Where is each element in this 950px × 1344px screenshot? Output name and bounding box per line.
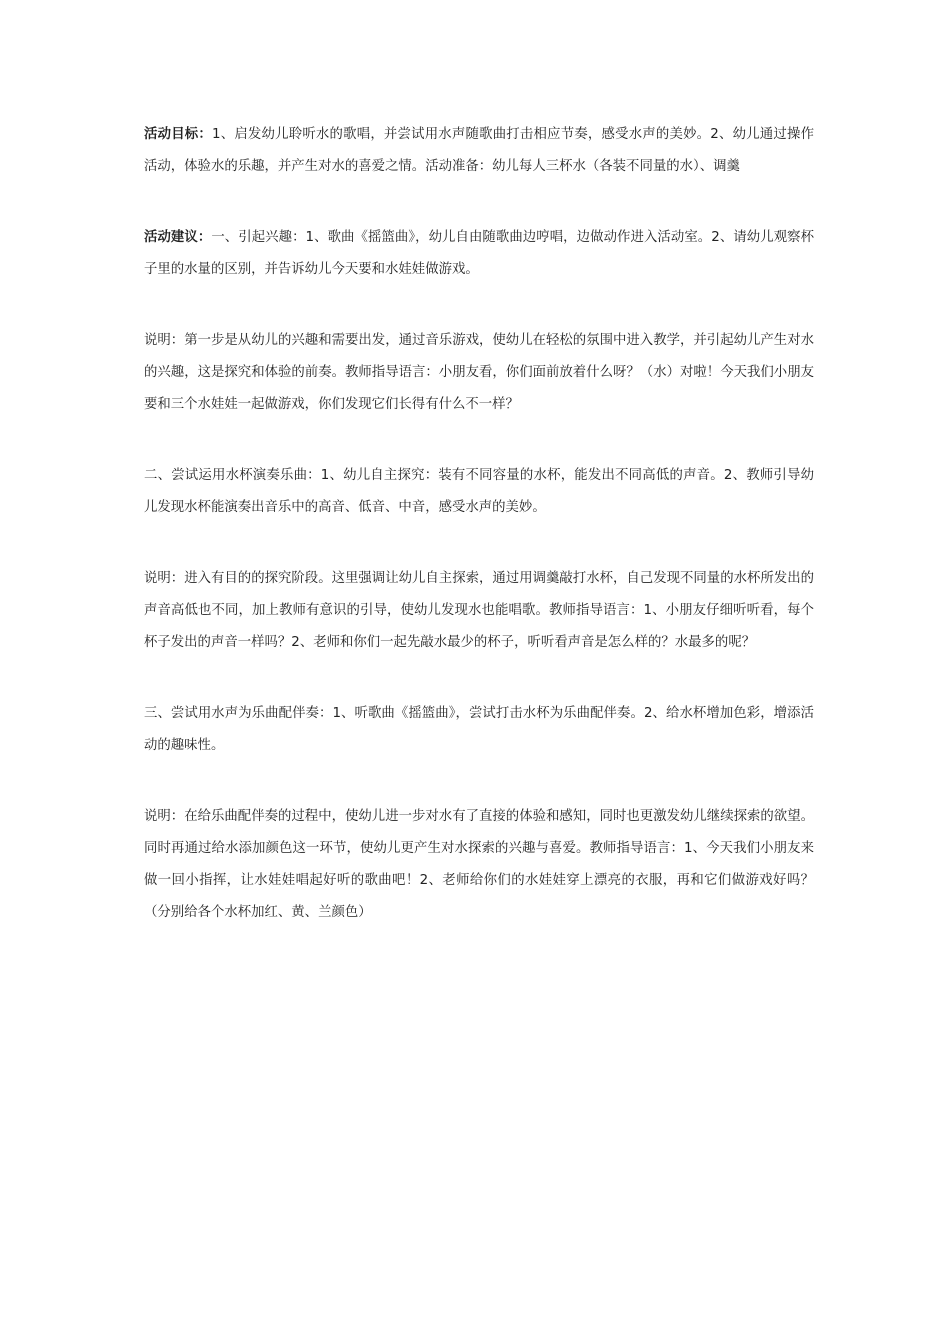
paragraph-text: 说明：进入有目的的探究阶段。这里强调让幼儿自主探索，通过用调羹敲打水杯，自己发现不同量的水杯所发出的声音高低也不同，加上教师有意识的引导，使幼儿发现水也能唱歌。教师指导语言：1、小朋友仔细听听看，每个杯子发出的声音一样吗？2、老师和你们一起先敲水最少的杯子，听听看声音是怎么样的？水最多的呢？ <box>144 571 814 650</box>
paragraph-step-2 <box>144 460 814 524</box>
paragraph-activity-goals <box>144 119 814 183</box>
paragraph-text: 说明：在给乐曲配伴奏的过程中，使幼儿进一步对水有了直接的体验和感知，同时也更激发幼儿继续探索的欲望。同时再通过给水添加颜色这一环节，使幼儿更产生对水探索的兴趣与喜爱。教师指导语言：1、今天我们小朋友来做一回小指挥，让水娃娃唱起好听的歌曲吧！2、老师给你们的水娃娃穿上漂亮的衣服，再和它们做游戏好吗？（分别给各个水杯加红、黄、兰颜色） <box>144 809 814 920</box>
paragraph-activity-suggestions <box>144 222 814 286</box>
paragraph-explanation-2 <box>144 563 814 659</box>
paragraph-label: 活动目标： <box>144 127 212 142</box>
paragraph-label: 活动建议： <box>144 230 212 245</box>
paragraph-text: 1、启发幼儿聆听水的歌唱，并尝试用水声随歌曲打击相应节奏，感受水声的美妙。2、幼儿通过操作活动，体验水的乐趣，并产生对水的喜爱之情。活动准备：幼儿每人三杯水（各装不同量的水）、调羹 <box>144 127 814 174</box>
paragraph-text: 二、尝试运用水杯演奏乐曲：1、幼儿自主探究：装有不同容量的水杯，能发出不同高低的声音。2、教师引导幼儿发现水杯能演奏出音乐中的高音、低音、中音，感受水声的美妙。 <box>144 468 814 515</box>
paragraph-text: 一、引起兴趣：1、歌曲《摇篮曲》，幼儿自由随歌曲边哼唱，边做动作进入活动室。2、请幼儿观察杯子里的水量的区别，并告诉幼儿今天要和水娃娃做游戏。 <box>144 230 814 277</box>
paragraph-explanation-1 <box>144 325 814 421</box>
paragraph-step-3 <box>144 698 814 762</box>
paragraph-text: 说明：第一步是从幼儿的兴趣和需要出发，通过音乐游戏，使幼儿在轻松的氛围中进入教学，并引起幼儿产生对水的兴趣，这是探究和体验的前奏。教师指导语言：小朋友看，你们面前放着什么呀？（水）对啦！今天我们小朋友要和三个水娃娃一起做游戏，你们发现它们长得有什么不一样？ <box>144 333 814 412</box>
paragraph-explanation-3 <box>144 801 814 929</box>
paragraph-text: 三、尝试用水声为乐曲配伴奏：1、听歌曲《摇篮曲》，尝试打击水杯为乐曲配伴奏。2、给水杯增加色彩，增添活动的趣味性。 <box>144 706 814 753</box>
document-body <box>144 119 814 929</box>
